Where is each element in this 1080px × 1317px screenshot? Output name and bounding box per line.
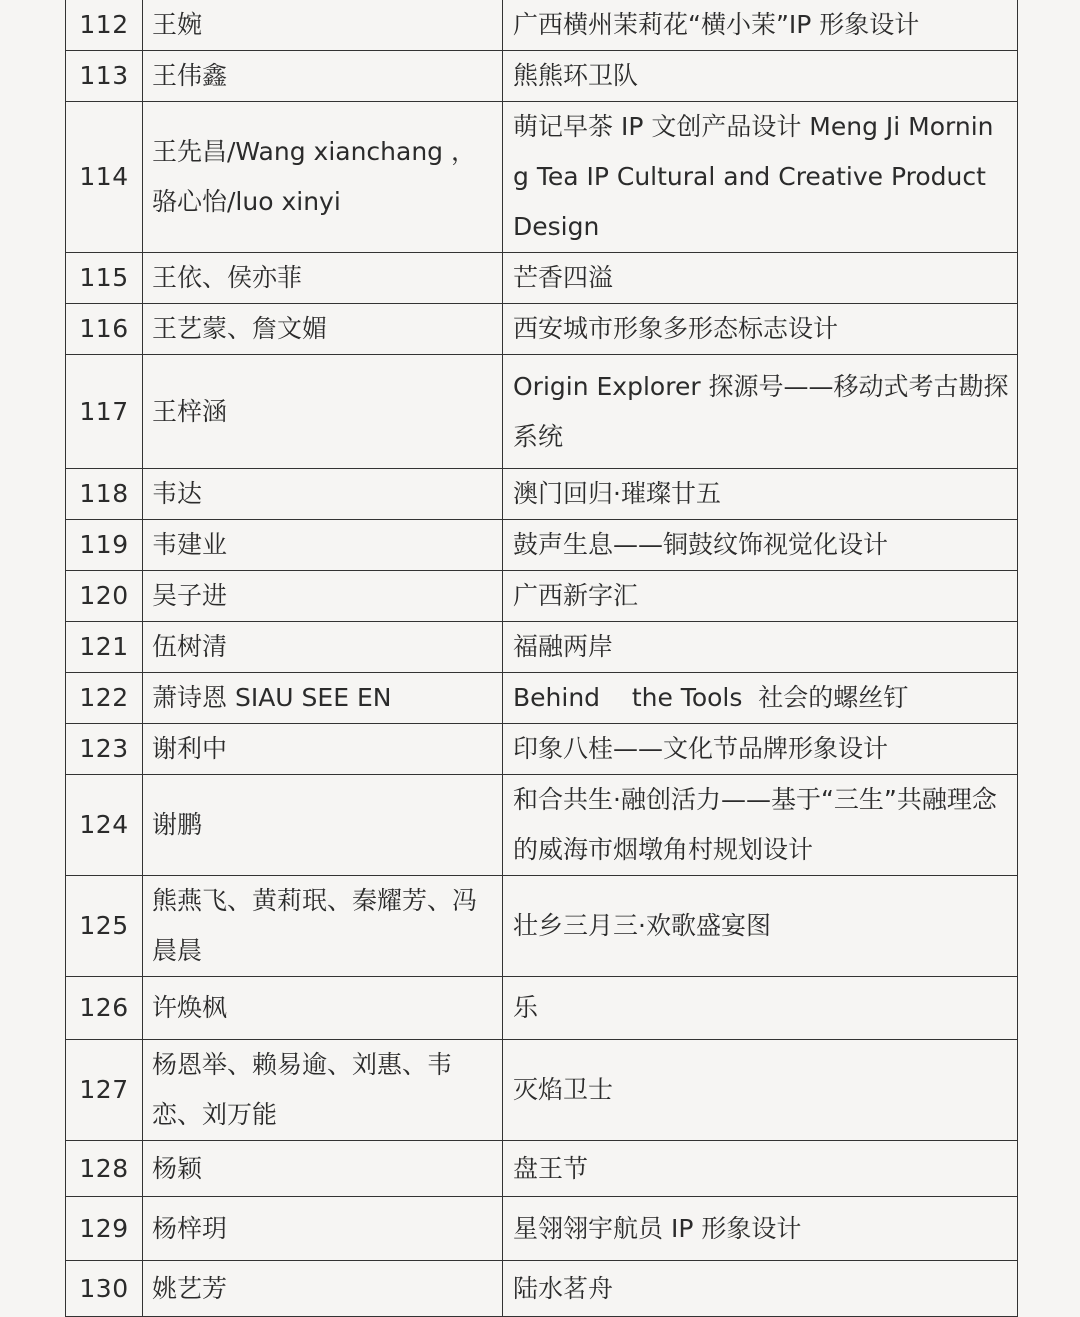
row-number: 120 (66, 571, 143, 622)
work-title: 印象八桂——文化节品牌形象设计 (503, 724, 1018, 775)
work-title: 广西横州茉莉花“横小茉”IP 形象设计 (503, 0, 1018, 51)
row-number: 118 (66, 469, 143, 520)
row-number: 121 (66, 622, 143, 673)
work-title: 鼓声生息——铜鼓纹饰视觉化设计 (503, 520, 1018, 571)
work-title: 乐 (503, 977, 1018, 1040)
work-title: 熊熊环卫队 (503, 51, 1018, 102)
row-number: 119 (66, 520, 143, 571)
row-number: 126 (66, 977, 143, 1040)
author-name: 王伟鑫 (143, 51, 503, 102)
row-number: 128 (66, 1141, 143, 1197)
author-name: 杨颖 (143, 1141, 503, 1197)
author-name: 熊燕飞、黄莉珉、秦耀芳、冯晨晨 (143, 876, 503, 977)
author-name: 吴子进 (143, 571, 503, 622)
table-row (66, 51, 1018, 102)
work-title: 澳门回归·璀璨廿五 (503, 469, 1018, 520)
table-row (66, 977, 1018, 1040)
row-number: 116 (66, 304, 143, 355)
table-row (66, 622, 1018, 673)
author-name: 谢利中 (143, 724, 503, 775)
work-title: 福融两岸 (503, 622, 1018, 673)
work-title: 星翎翎宇航员 IP 形象设计 (503, 1197, 1018, 1261)
table-row (66, 304, 1018, 355)
author-name: 许焕枫 (143, 977, 503, 1040)
work-title: 陆水茗舟 (503, 1261, 1018, 1317)
table-row (66, 1197, 1018, 1261)
winners-table (65, 0, 1018, 1317)
table-row (66, 520, 1018, 571)
work-title: Behind the Tools 社会的螺丝钉 (503, 673, 1018, 724)
author-name: 王艺蒙、詹文媚 (143, 304, 503, 355)
table-row (66, 102, 1018, 253)
table-row (66, 673, 1018, 724)
work-title: 萌记早茶 IP 文创产品设计 Meng Ji Morning Tea IP Cultural and Creative Product Design (503, 102, 1018, 253)
row-number: 115 (66, 253, 143, 304)
table-row (66, 253, 1018, 304)
row-number: 127 (66, 1040, 143, 1141)
table-row (66, 1261, 1018, 1317)
work-title: 广西新字汇 (503, 571, 1018, 622)
work-title: 壮乡三月三·欢歌盛宴图 (503, 876, 1018, 977)
author-name: 韦建业 (143, 520, 503, 571)
row-number: 129 (66, 1197, 143, 1261)
row-number: 117 (66, 355, 143, 469)
table-row (66, 355, 1018, 469)
table-row (66, 469, 1018, 520)
table-row (66, 876, 1018, 977)
row-number: 113 (66, 51, 143, 102)
author-name: 王婉 (143, 0, 503, 51)
work-title: 和合共生·融创活力——基于“三生”共融理念的威海市烟墩角村规划设计 (503, 775, 1018, 876)
row-number: 130 (66, 1261, 143, 1317)
table-row (66, 571, 1018, 622)
table-row (66, 1141, 1018, 1197)
row-number: 124 (66, 775, 143, 876)
row-number: 114 (66, 102, 143, 253)
author-name: 姚艺芳 (143, 1261, 503, 1317)
table-row (66, 724, 1018, 775)
author-name: 伍树清 (143, 622, 503, 673)
row-number: 112 (66, 0, 143, 51)
table-row (66, 1040, 1018, 1141)
table-row (66, 775, 1018, 876)
author-name: 王先昌/Wang xianchang ，骆心怡/luo xinyi (143, 102, 503, 253)
row-number: 122 (66, 673, 143, 724)
author-name: 王依、侯亦菲 (143, 253, 503, 304)
author-name: 谢鹏 (143, 775, 503, 876)
work-title: 灭焰卫士 (503, 1040, 1018, 1141)
author-name: 王梓涵 (143, 355, 503, 469)
author-name: 韦达 (143, 469, 503, 520)
author-name: 杨梓玥 (143, 1197, 503, 1261)
author-name: 杨恩举、赖易逾、刘惠、韦恋、刘万能 (143, 1040, 503, 1141)
work-title: 芒香四溢 (503, 253, 1018, 304)
work-title: 盘王节 (503, 1141, 1018, 1197)
author-name: 萧诗恩 SIAU SEE EN (143, 673, 503, 724)
row-number: 123 (66, 724, 143, 775)
work-title: 西安城市形象多形态标志设计 (503, 304, 1018, 355)
row-number: 125 (66, 876, 143, 977)
table-row (66, 0, 1018, 51)
work-title: Origin Explorer 探源号——移动式考古勘探系统 (503, 355, 1018, 469)
